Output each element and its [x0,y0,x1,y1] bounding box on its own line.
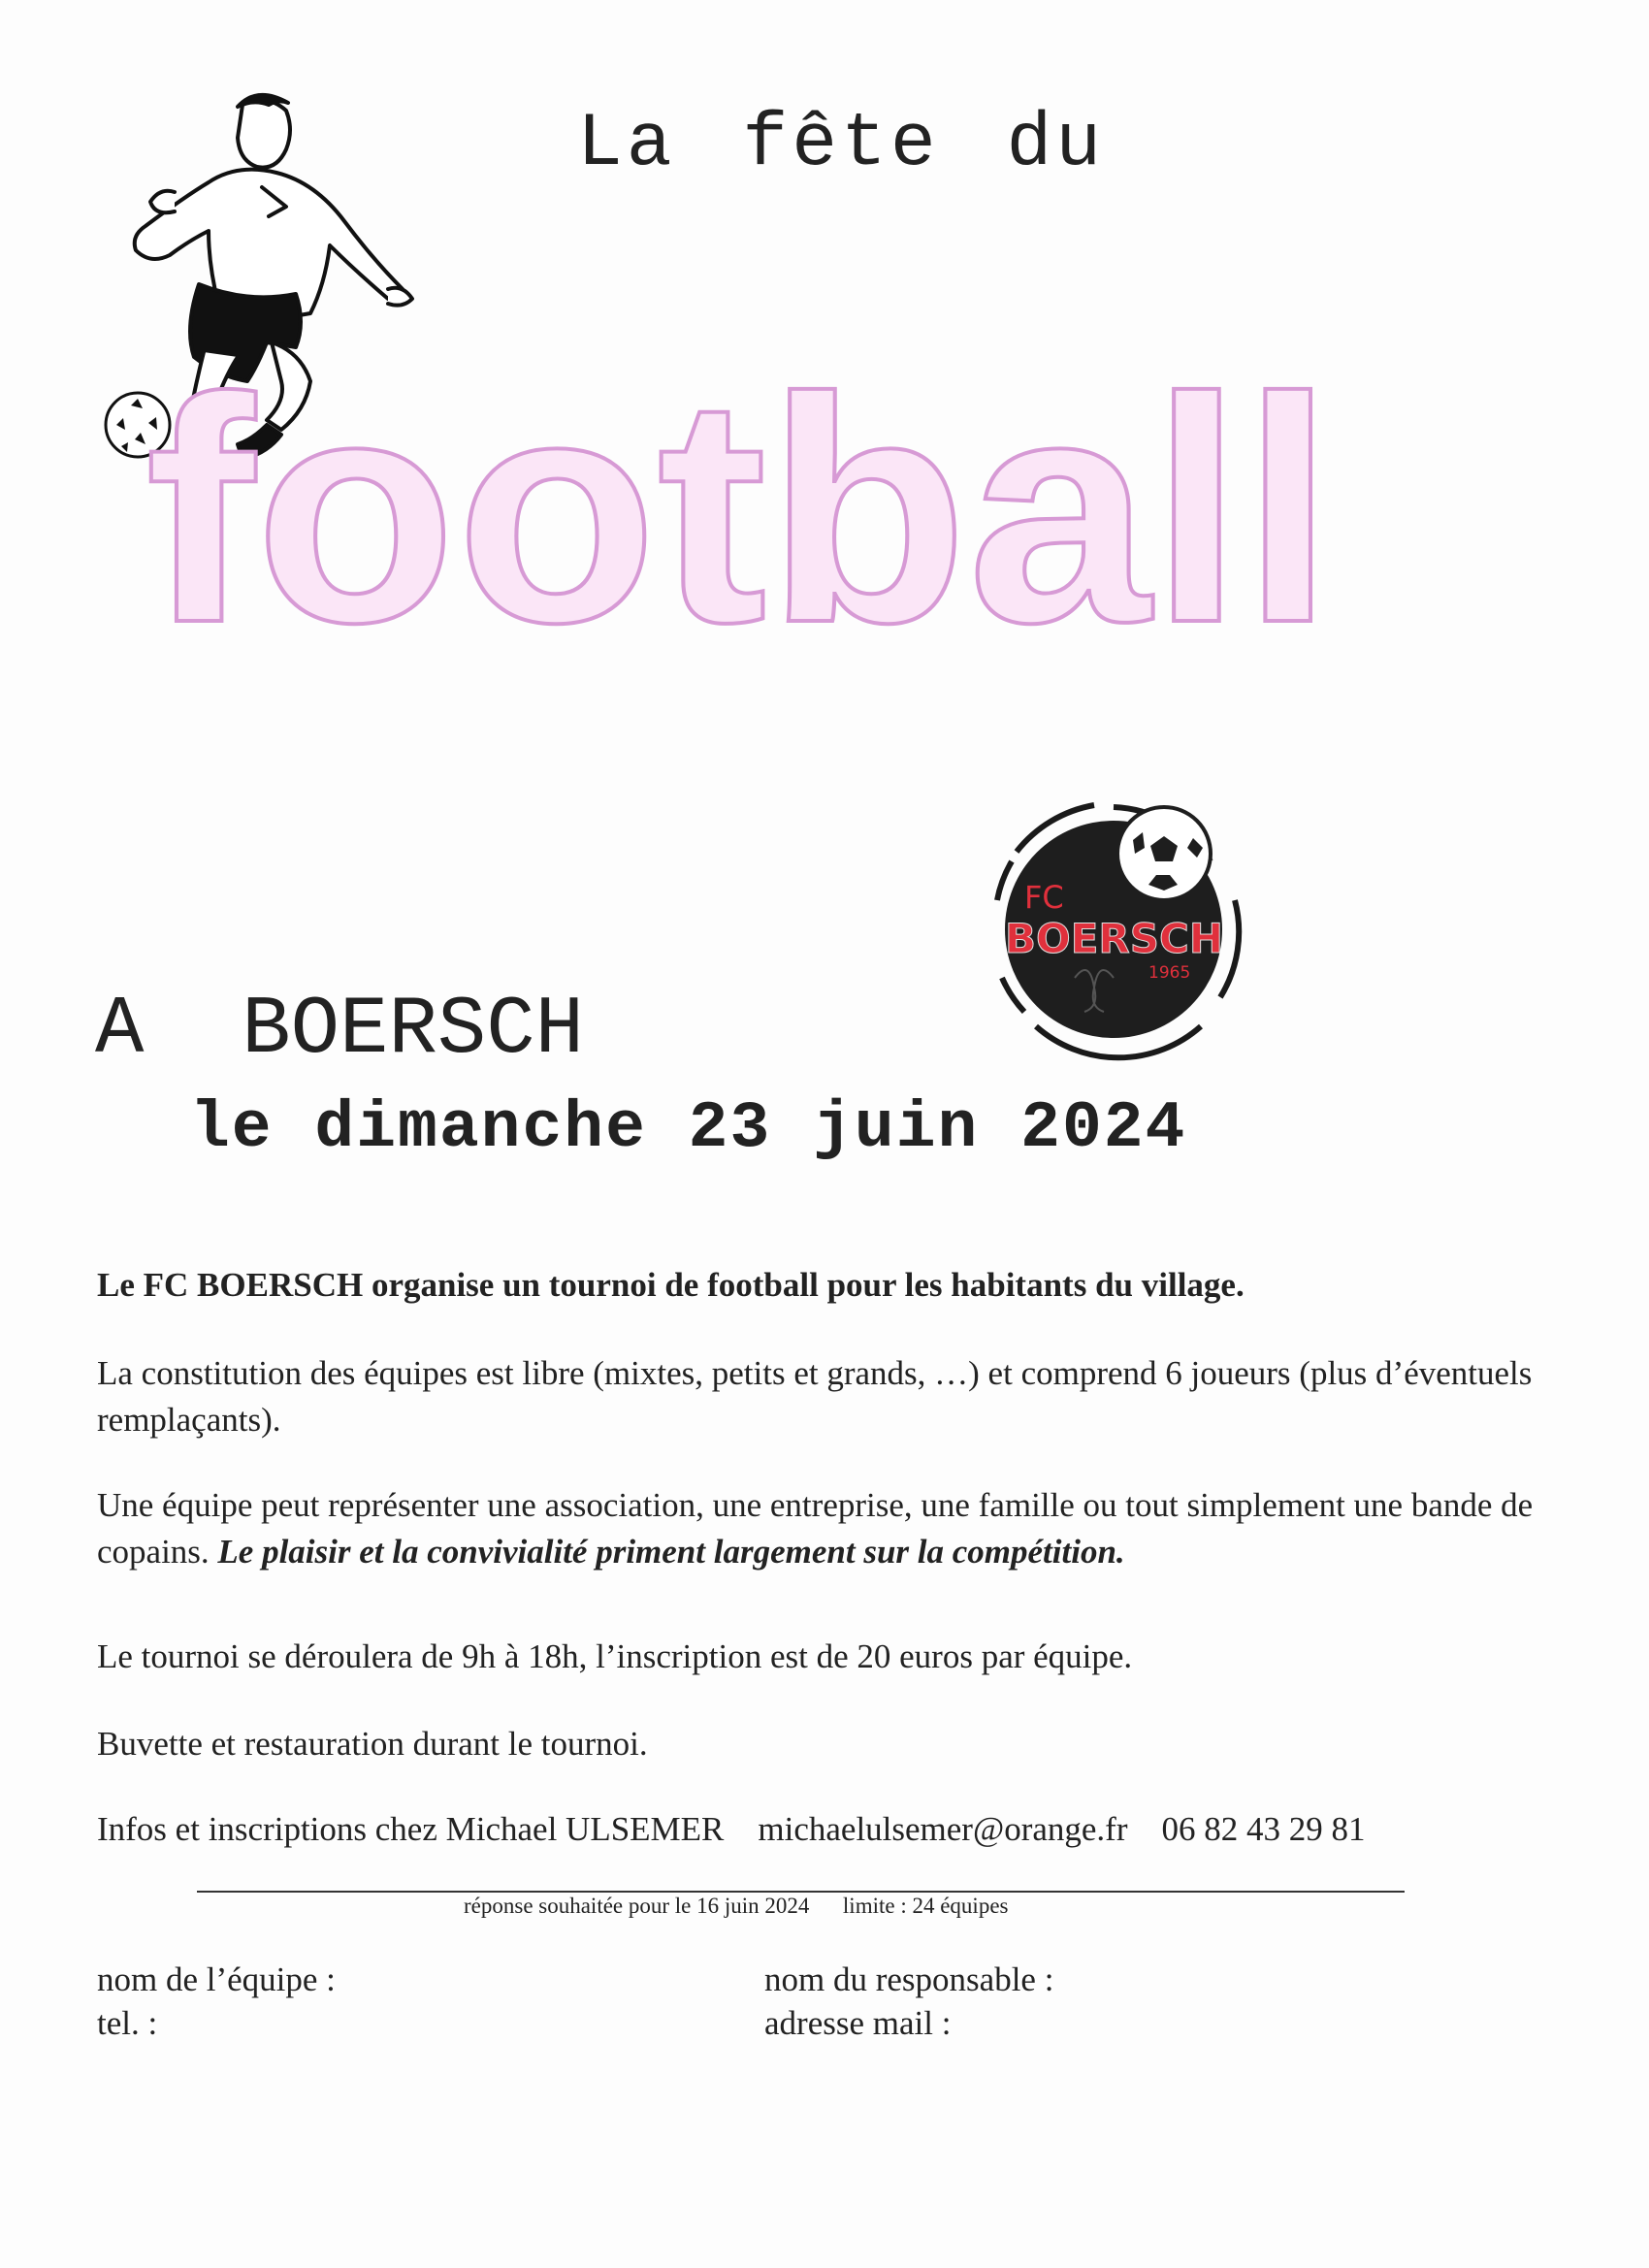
buvette-paragraph: Buvette et restauration durant le tournoi. [97,1725,648,1763]
intro-paragraph: Le FC BOERSCH organise un tournoi de football pour les habitants du village. [97,1266,1245,1304]
logo-year: 1965 [1148,963,1191,983]
contact-email[interactable]: michaelulsemer@orange.fr [758,1810,1128,1848]
represent-paragraph [97,1482,1552,1575]
schedule-paragraph: Le tournoi se déroulera de 9h à 18h, l’inscription est de 20 euros par équipe. [97,1637,1133,1675]
contact-label: Infos et inscriptions chez Michael ULSEMER [97,1810,725,1848]
contact-phone: 06 82 43 29 81 [1161,1810,1366,1848]
logo-fc-text: FC [1024,879,1064,916]
teams-paragraph: La constitution des équipes est libre (mixtes, petits et grands, …) et comprend 6 joueurs (plus d’éventuels remplaçants). [97,1354,1533,1439]
represent-emphasis: Le plaisir et la convivialité priment largement sur la compétition. [217,1533,1125,1571]
response-note-line [464,1894,1008,1919]
represent-text: Une équipe peut représenter une association, une entreprise, une famille ou tout simplement une bande de copains. [97,1486,1534,1571]
fc-boersch-logo [978,794,1249,1065]
team-limit: limite : 24 équipes [842,1894,1009,1918]
team-name-label: nom de l’équipe : [97,1960,336,1998]
tel-label: tel. : [97,2004,158,2042]
form-divider [197,1891,1405,1893]
email-address-label: adresse mail : [764,2004,952,2042]
event-date: le dimanche 23 juin 2024 [190,1091,1187,1166]
logo-club-name: BOERSCH [1005,915,1223,962]
header-title: La fête du [577,102,1106,187]
manager-name-label: nom du responsable : [764,1960,1054,1998]
football-big-title [146,330,1358,650]
response-deadline: réponse souhaitée pour le 16 juin 2024 [464,1894,810,1918]
football-big-title-text: football [146,331,1334,650]
contact-line [97,1806,1552,1853]
event-place: A BOERSCH [95,985,585,1077]
